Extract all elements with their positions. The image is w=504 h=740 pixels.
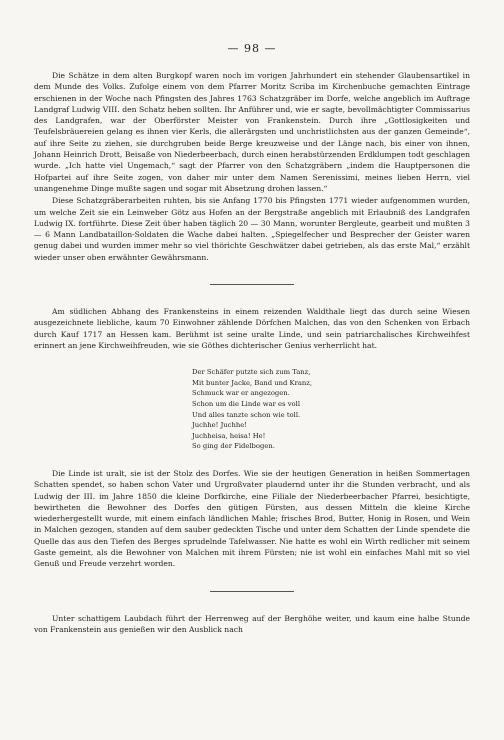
poem-line: Mit bunter Jacke, Band und Kranz, [192,378,313,387]
poem-line: So ging der Fidelbogen. [192,442,275,451]
paragraph-malchen: Am südlichen Abhang des Frankensteins in einem reizenden Waldthale liegt das durch seine Wiesen ausgezeichnete liebliche, kaum 70 Einwohner zählende Dörfchen Malchen, das von den Schenken von Erbach durch Kauf 1717 an Hessen kam. Berühmt ist seine uralte Linde, und sein patriarchalisches Kirchweihfest erinnert an jene Kirchweihfreuden, wie sie Göthes dichterischer Genius verherrlicht hat. [34,307,470,350]
poem-line: Juchheisa, heisa! He! [192,431,266,440]
paragraph-treasure-legend: Die Schätze in dem alten Burgkopf waren noch im vorigen Jahrhundert ein stehender Glaubensartikel in dem Munde des Volks. Zufolge einem von dem Pfarrer Moritz Scriba im Kirchenbuche gemachten Eintrage erschienen in der Woche nach Pfingsten des Jahres 1763 Schatzgräber im Dorfe, welche angeblich im Auftrage Landgraf Ludwig VIII. den Schatz heben sollten. Ihr Anführer und, wie er sagte, bevollmächtigter Commissarius des Landgrafen, war der Oberförster Meister von Frankenstein. Durch ihre „Gottlosigkeiten und Teufelsbräuereien gelang es ihnen vier Kerls, die allerärgsten und unchristlichsten aus der ganzen Gemeinde“, auf ihre Seite zu ziehen, sie durchgruben beide Berge kreuzweise und der Länge nach, bis einer von ihnen, Johann Heinrich Drott, Beisaße von Niederbeerbach, durch einen herabstürzenden Erdklumpen todt geschlagen wurde. „Ich hatte viel Ungemach,“ sagt der Pfarrer von den Schatzgräbern „indem die Hauptpersonen die Hofpartei auf ihre Seite zogen, von daher mir unter dem Namen Serenissimi, meines lieben Herrn, viel unangenehme Dinge mußte sagen und sogar mit Absetzung drohen lassen.“ [34,71,470,193]
page-body [34,70,470,635]
poem-line: Und alles tanzte schon wie toll. [192,410,301,419]
section-divider [210,284,294,285]
paragraph-treasure-digging: Diese Schatzgräberarbeiten ruhten, bis sie Anfang 1770 bis Pfingsten 1771 wieder aufgenommen wurden, um welche Zeit sie ein Leinweber Götz aus Hofen an der Bergstraße angeblich mit Erlaubniß des Landgrafen Ludwig IX. fortführte. Diese Zeit über haben täglich 20 — 30 Mann, worunter Bergleute, gearbeit und mußten 3 — 6 Mann Landbataillon-Soldaten die Wache dabei halten. „Spiegelfecher und Besprecher der Geister waren genug dabei und wurden immer mehr so viel thörichte Geschwätzer dabei getrieben, als das erste Mal,“ erzählt wieder unser oben erwähnter Gewährsmann. [34,196,470,262]
poem-line: Der Schäfer putzte sich zum Tanz, [192,368,311,377]
poem-line: Juchhe! Juchhe! [192,421,247,430]
page-number: — 98 — [227,42,277,55]
poem-line: Schmuck war er angezogen. [192,389,290,398]
section-divider [210,591,294,592]
paragraph-herrenweg: Unter schattigem Laubdach führt der Herrenweg auf der Berghöhe weiter, und kaum eine halbe Stunde von Frankenstein aus genießen wir den Ausblick nach [34,613,470,634]
paragraph-linden-tree: Die Linde ist uralt, sie ist der Stolz des Dorfes. Wie sie der heutigen Generation in heißen Sommertagen Schatten spendet, so haben schon Vater und Urgroßvater plaudernd unter ihr die Stunden verbracht, und als Ludwig der III. im Jahre 1850 die kleine Dorfkirche, eine Filiale der Niederbeerbacher Pfarrei, besichtigte, bewirtheten die Bewohner des Dorfes den gütigen Fürsten, aus dessen Mitteln die kleine Kirche wiederhergestellt wurde, mit einem einfach ländlichen Mahle; frisches Brod, Butter, Honig in Rosen, und Wein in Malchen gezogen, standen auf dem sauber gedeckten Tische und unter dem Schatten der Linde spendete die Quelle das aus den Tiefen des Berges sprudelnde Tafelwasser. Nie hatte es wohl ein Wirth redlicher mit seinem Gaste gemeint, als die Bewohner von Malchen mit ihrem Fürsten; nie ist wohl ein einfaches Mahl mit so viel Genuß und Freude verzehrt worden. [34,468,470,569]
poem-line: Schon um die Linde war es voll [192,400,300,409]
poem-block [192,367,470,452]
